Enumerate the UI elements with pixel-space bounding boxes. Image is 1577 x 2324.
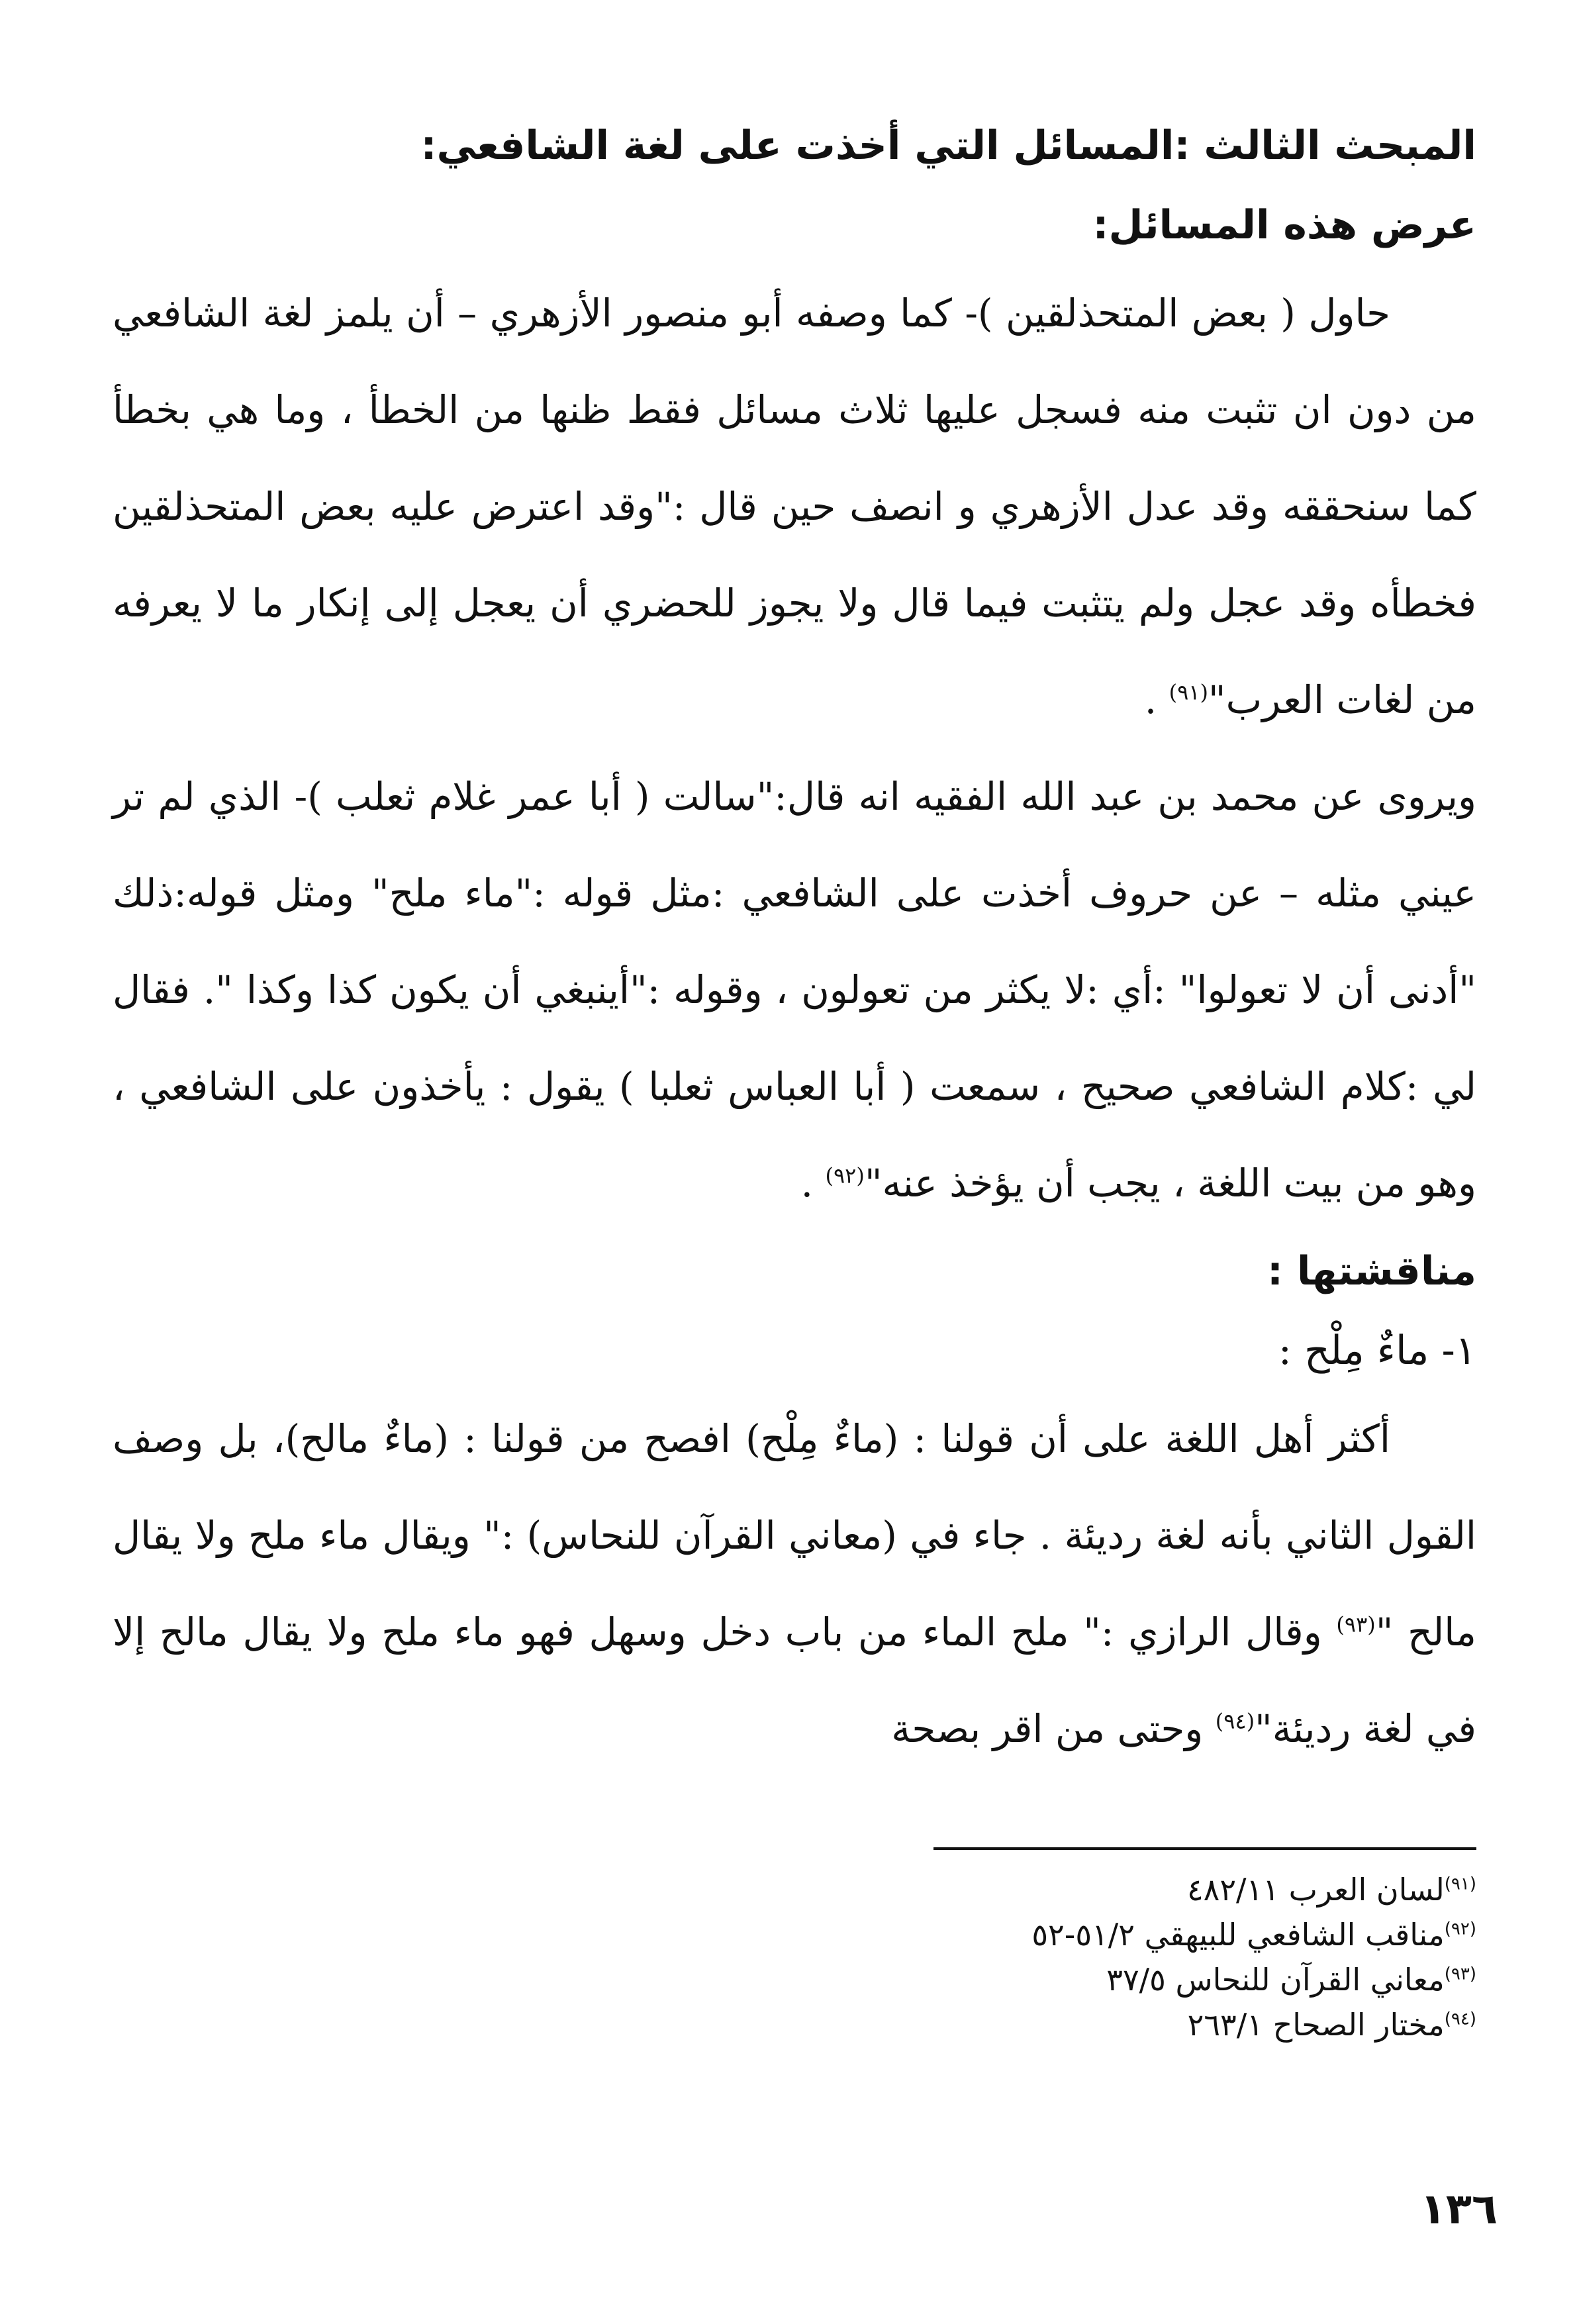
paragraph-2-end: . [800, 1161, 826, 1206]
paragraph-1-text: حاول ( بعض المتحذلقين )- كما وصفه أبو منصور الأزهري – أن يلمز لغة الشافعي من دون ان تثبت منه فسجل عليها ثلاث مسائل فقط ظنها من الخطأ ، وما هي بخطأ كما سنحققه وقد عدل الأزهري و انصف حين قال :"وقد اعترض عليه بعض المتحذلقين فخطأه وقد عجل ولم يتثبت فيما قال ولا يجوز للحضري أن يعجل إلى إنكار ما لا يعرفه من لغات العرب" [113, 291, 1476, 722]
footnotes [113, 1847, 1476, 2047]
paragraph-1-end: . [1144, 677, 1169, 722]
section-subtitle: عرض هذه المسائل: [1092, 202, 1476, 248]
discussion-heading: مناقشتها : [1266, 1248, 1476, 1294]
footnote-text: لسان العرب ٤٨٢/١١ [1186, 1872, 1445, 1908]
footnote-ref-94: (٩٤) [1215, 1708, 1255, 1734]
paragraph-3-text-1: أكثر أهل اللغة على أن قولنا : (ماءٌ مِلْح) افصح من قولنا : (ماءٌ مالح)، بل وصف القول الثاني بأنه لغة رديئة . جاء في (معاني القرآن للنحاس) :" ويقال ماء ملح ولا يقال مالح " [113, 1416, 1476, 1655]
page-body [113, 106, 1476, 1777]
footnote-divider [933, 1847, 1476, 1850]
footnote-ref-91: (٩١) [1169, 679, 1208, 705]
footnote-item [113, 1957, 1476, 2002]
footnote-text: معاني القرآن للنحاس ٣٧/٥ [1106, 1962, 1445, 1998]
section-title: المبحث الثالث :المسائل التي أخذت على لغة الشافعي: [420, 122, 1476, 169]
paragraph-1 [113, 265, 1476, 748]
paragraph-2 [113, 748, 1476, 1232]
footnote-item [113, 1867, 1476, 1912]
page-number: ١٣٦ [1419, 2185, 1498, 2234]
footnote-item [113, 2002, 1476, 2047]
footnote-ref-92: (٩٢) [825, 1163, 865, 1188]
footnote-number: (٩٢) [1444, 1919, 1476, 1939]
footnote-text: مختار الصحاح ٢٦٣/١ [1187, 2007, 1445, 2043]
footnote-number: (٩٤) [1444, 2009, 1476, 2029]
footnote-number: (٩٣) [1444, 1964, 1476, 1984]
paragraph-3-text-3: وحتى من اقر بصحة [891, 1706, 1216, 1751]
paragraph-2-text: ويروى عن محمد بن عبد الله الفقيه انه قال:"سالت ( أبا عمر غلام ثعلب )- الذي لم تر عيني مثله – عن حروف أخذت على الشافعي :مثل قوله :"ماء ملح" ومثل قوله:ذلك "أدنى أن لا تعولوا" :أي :لا يكثر من تعولون ، وقوله :"أينبغي أن يكون كذا وكذا ". فقال لي :كلام الشافعي صحيح ، سمعت ( أبا العباس ثعلبا ) يقول : يأخذون على الشافعي ، وهو من بيت اللغة ، يجب أن يؤخذ عنه" [113, 774, 1476, 1206]
footnote-item [113, 1912, 1476, 1957]
paragraph-3-text-2: وقال الرازي :" ملح الماء من باب دخل وسهل فهو ماء ملح ولا يقال مالح إلا في لغة رديئة" [113, 1610, 1476, 1751]
footnote-number: (٩١) [1444, 1874, 1476, 1894]
footnote-ref-93: (٩٣) [1336, 1612, 1376, 1637]
footnote-text: مناقب الشافعي للبيهقي ٥١/٢-٥٢ [1031, 1917, 1445, 1953]
paragraph-3 [113, 1390, 1476, 1777]
footnote-list [113, 1867, 1476, 2047]
item-heading: ١- ماءٌ مِلْح : [1278, 1328, 1476, 1374]
